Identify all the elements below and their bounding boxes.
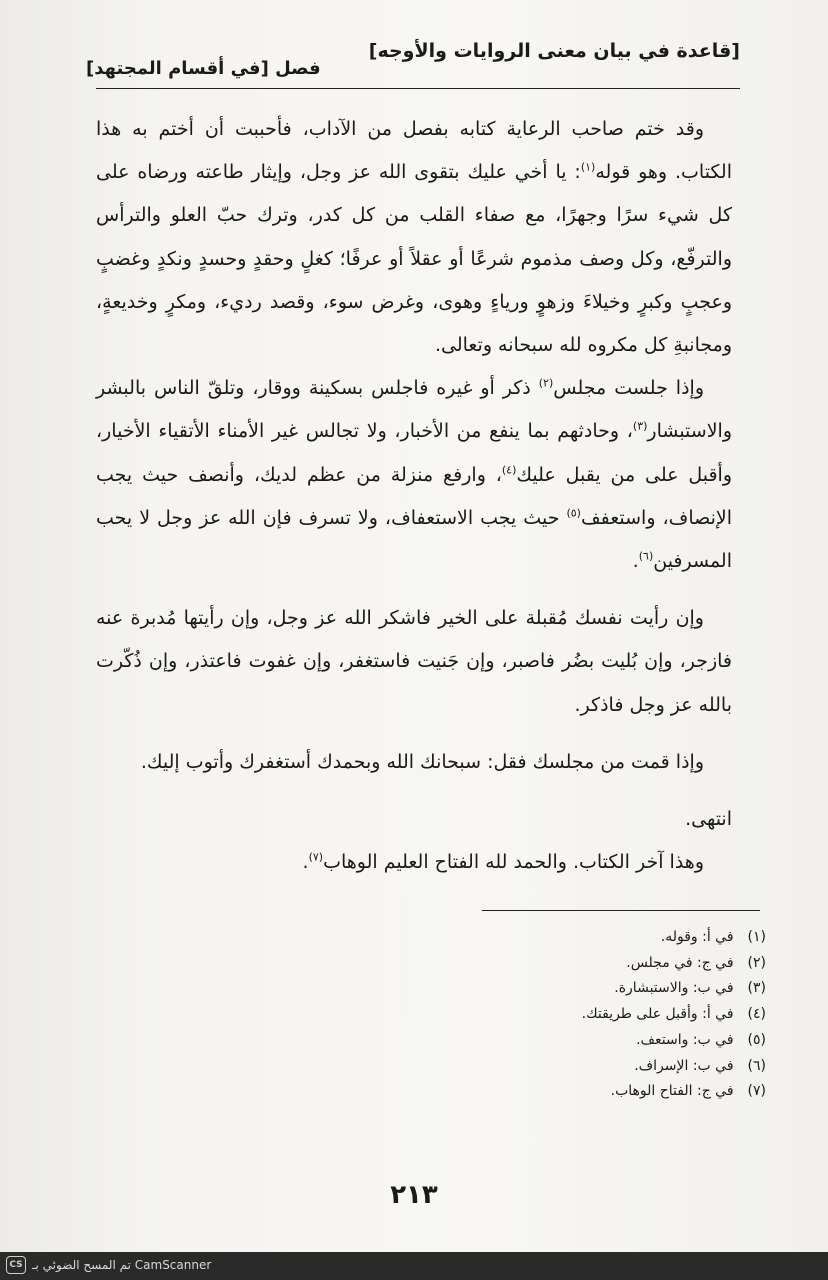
paragraph-3: وإن رأيت نفسك مُقبلة على الخير فاشكر الله عز وجل، وإن رأيتها مُدبرة عنه فازجر، وإن بُليت بضُر فاصبر، وإن جَنيت فاستغفر، وإن غفوت فاعتذر، وإن ذُكّرت بالله عز وجل فاذكر. bbox=[96, 607, 732, 716]
footnote-ref-5: (٥) bbox=[566, 506, 581, 520]
footnote-ref-2: (٢) bbox=[538, 376, 554, 390]
watermark-text: تم المسح الضوئي بـ CamScanner bbox=[32, 1258, 212, 1272]
paragraph-2: وإذا جلست مجلس$^{(٢)}$ ذكر أو غيره فاجلس بسكينة ووقار، وتلقّ الناس بالبشر والاستبشار$^{(٣)}$، وحادثهم بما ينفع من الأخبار، ولا تجالس غير الأمناء الأتقياء الأخيار، وأقبل على من يقبل عليك$^{(٤)}$، وارفع منزلة من عظم لديك، وأنصف حيث يجب الإنصاف، واستعفف$^{(٥)}$ حيث يجب الاستعفاف، ولا تسرف فإن الله عز وجل لا يحب المسرفين$^{(٦)}$. bbox=[96, 376, 732, 573]
footnote-ref-1: (١) bbox=[580, 160, 596, 174]
paragraph-5: انتهى. bbox=[685, 808, 732, 831]
paragraph-1: وقد ختم صاحب الرعاية كتابه بفصل من الآداب، فأحببت أن أختم به هذا الكتاب. وهو قوله$^{(١)}$: يا أخي عليك بتقوى الله عز وجل، وإيثار طاعته ورضاه على كل شيء سرًا وجهرًا، مع صفاء القلب من كل كدر، وترك حبّ العلو والترأس والترفّع، وكل وصف مذموم شرعًا أو عقلاً أو عرفًا؛ كغلٍ وحقدٍ وحسدٍ ونكدٍ وغضبٍ وعجبٍ وكبرٍ وخيلاءَ وزهوٍ ورياءٍ وهوى، وغرض سوء، وقصد رديء، ومكرٍ وخديعةٍ، ومجانبةِ كل مكروه لله سبحانه وتعالى. bbox=[96, 118, 732, 357]
footnote: (٥) في ب: واستعف. bbox=[636, 1031, 766, 1048]
page-number: ٢١٣ bbox=[390, 1180, 438, 1210]
footnote-ref-7: (٧) bbox=[308, 850, 324, 864]
footnote-ref-6: (٦) bbox=[638, 549, 654, 563]
footnotes bbox=[346, 925, 766, 1105]
section-title: فصل [في أقسام المجتهد] bbox=[86, 58, 321, 79]
footnote-rule bbox=[482, 910, 760, 911]
footnote: (٧) في ج: الفتاح الوهاب. bbox=[610, 1083, 766, 1100]
camscanner-logo-icon: CS bbox=[6, 1256, 26, 1274]
footnote: (٦) في ب: الإسراف. bbox=[634, 1057, 766, 1074]
paragraph-6: وهذا آخر الكتاب. والحمد لله الفتاح العليم الوهاب$^{(٧)}$. bbox=[302, 850, 704, 874]
page-header bbox=[86, 40, 740, 82]
footnote: (٤) في أ: وأقبل على طريقتك. bbox=[581, 1006, 766, 1023]
footnote-ref-3: (٣) bbox=[632, 420, 648, 434]
camscanner-watermark bbox=[6, 1254, 211, 1276]
footnote: (٣) في ب: والاستبشارة. bbox=[614, 980, 766, 997]
running-title: [قاعدة في بيان معنى الروايات والأوجه] bbox=[368, 40, 740, 62]
footnote: (١) في أ: وقوله. bbox=[660, 929, 766, 945]
main-text bbox=[96, 108, 732, 884]
paragraph-4: وإذا قمت من مجلسك فقل: سبحانك الله وبحمدك أستغفرك وأتوب إليك. bbox=[140, 750, 704, 773]
header-rule bbox=[96, 88, 740, 89]
footnote-ref-4: (٤) bbox=[501, 463, 517, 477]
footnote: (٢) في ج: في مجلس. bbox=[626, 954, 766, 971]
